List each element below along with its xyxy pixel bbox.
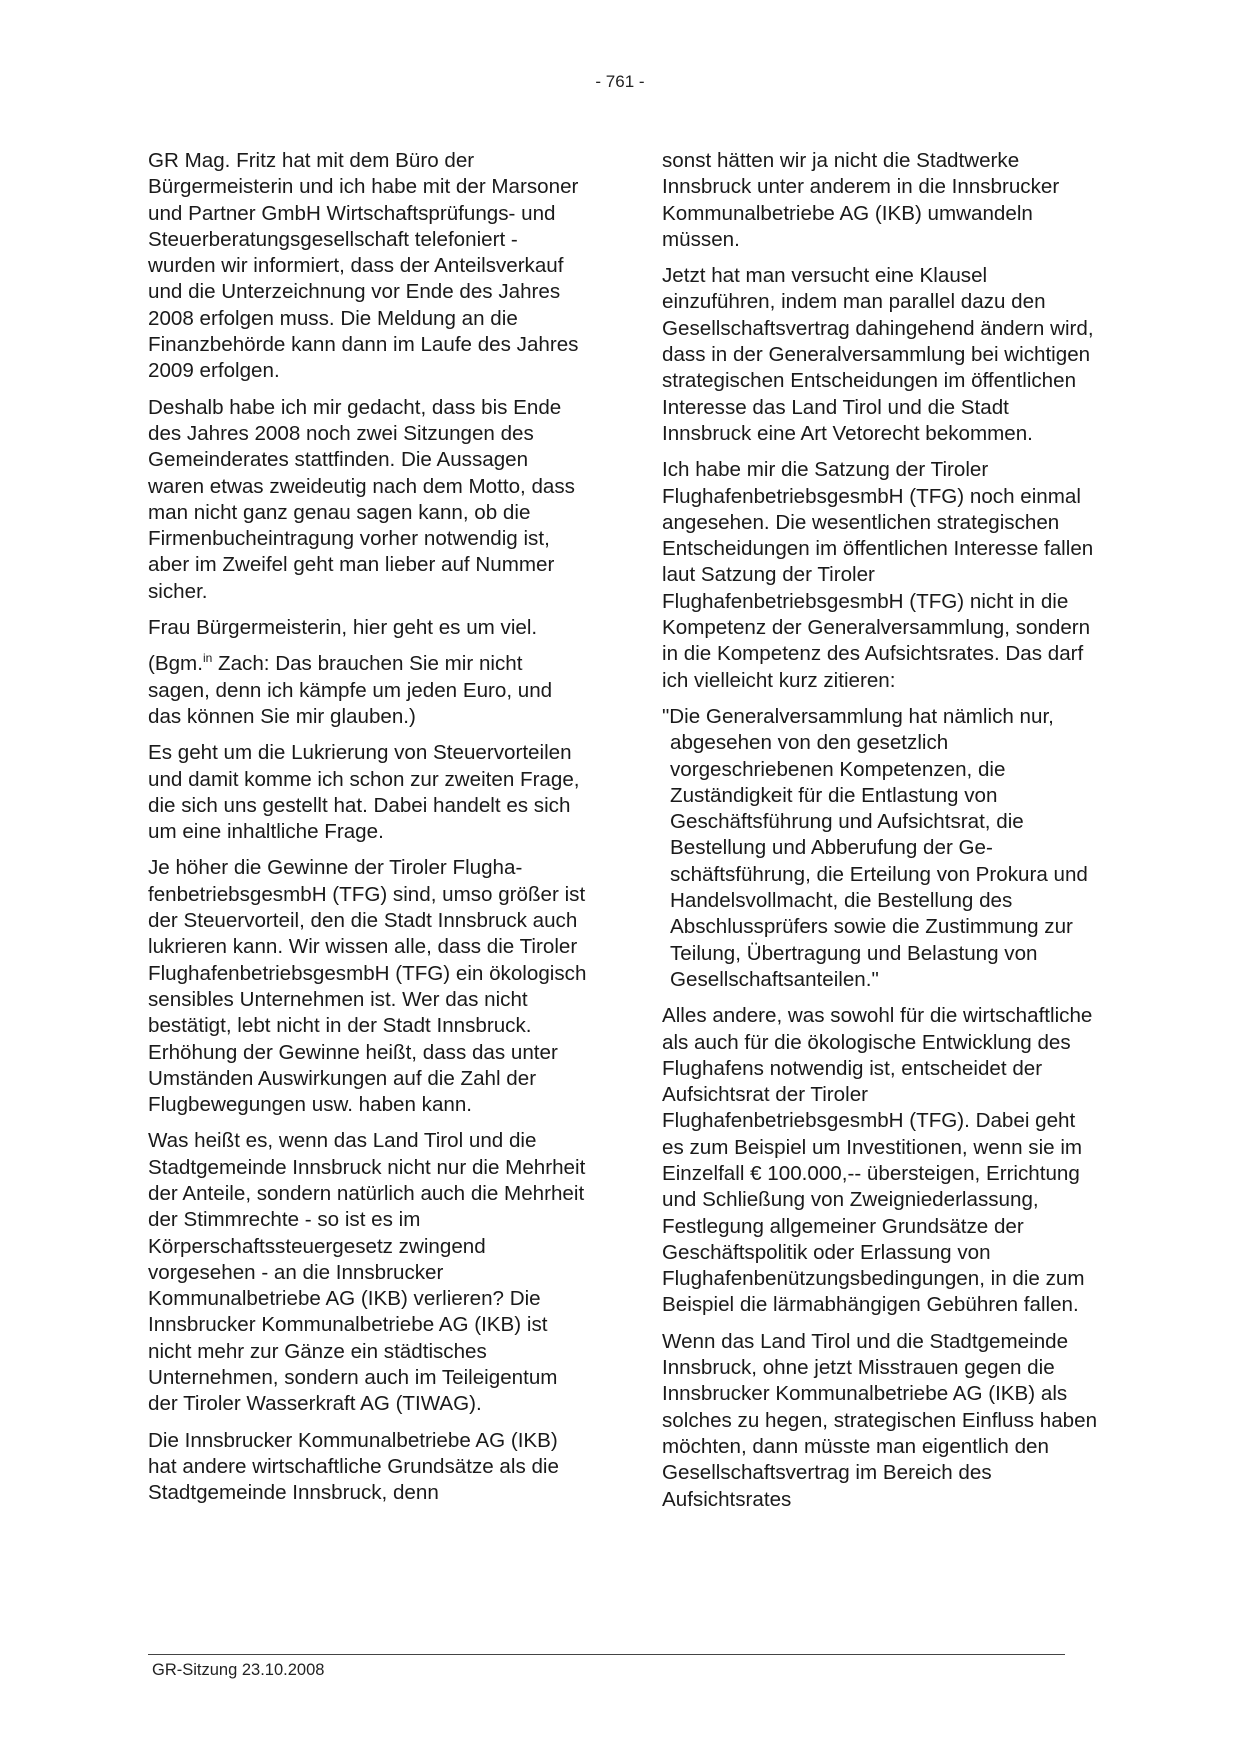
paragraph: Deshalb habe ich mir gedacht, dass bis Ende des Jahres 2008 noch zwei Sitzungen des Gemeinderates stattfinden. Die Aussagen waren etwas zweideutig nach dem Motto, dass man nicht ganz genau sagen kann, ob die Firmenbucheintragung vorher notwendig ist, aber im Zweifel geht man lieber auf Nummer sicher. [148,395,575,603]
page-number: - 761 - [595,72,645,91]
right-column [662,148,1102,1523]
paragraph: Ich habe mir die Satzung der Tiroler FlughafenbetriebsgesmbH (TFG) noch einmal angesehen. Die wesentlichen strategischen Entscheidungen im öffentlichen Interesse fallen laut Satzung der Tiroler FlughafenbetriebsgesmbH (TFG) nicht in die Kompetenz der Generalversammlung, sondern in die Kompetenz des Aufsichtsrates. Das darf ich vielleicht kurz zitieren: [662,458,1094,692]
paragraph: Die Innsbrucker Kommunalbetriebe AG (IKB) hat andere wirtschaftliche Grundsätze als die Stadtgemeinde Innsbruck, denn [148,1428,559,1505]
interjection-paragraph [148,651,588,730]
footer-text: GR-Sitzung 23.10.2008 [152,1661,325,1679]
paragraph: Frau Bürgermeisterin, hier geht es um viel. [148,616,538,640]
paragraph: Jetzt hat man versucht eine Klausel einzuführen, indem man parallel dazu den Gesellschaftsvertrag dahingehend ändern wird, dass in der Generalversammlung bei wichtigen strategischen Entscheidungen im öffentlichen Interesse das Land Tirol und die Stadt Innsbruck eine Art Vetorecht bekommen. [662,264,1094,445]
paragraph: sonst hätten wir ja nicht die Stadtwerke Innsbruck unter anderem in die Innsbrucker Kommunalbetriebe AG (IKB) umwandeln müssen. [662,149,1060,251]
paragraph: Was heißt es, wenn das Land Tirol und die Stadtgemeinde Innsbruck nicht nur die Mehrheit der Anteile, sondern natürlich auch die Mehrheit der Stimmrechte - so ist es im Körperschaftssteuergesetz zwingend vorgesehen - an die Innsbrucker Kommunalbetriebe AG (IKB) verlieren? Die Innsbrucker Kommunalbetriebe AG (IKB) ist nicht mehr zur Gänze ein städtisches Unternehmen, sondern auch im Teileigentum der Tiroler Wasserkraft AG (TIWAG). [148,1129,586,1416]
left-column [148,148,588,1517]
paragraph: Je höher die Gewinne der Tiroler FlughafenbetriebsgesmbH (TFG) sind, umso größer ist der Steuervorteil, den die Stadt Innsbruck auch lukrieren kann. Wir wissen alle, dass die Tiroler FlughafenbetriebsgesmbH (TFG) ein ökologisch sensibles Unternehmen ist. Wer das nicht bestätigt, lebt nicht in der Stadt Innsbruck. Erhöhung der Gewinne heißt, dass das unter Umständen Auswirkungen auf die Zahl der Flugbewegungen usw. haben kann. [148,856,587,1117]
paragraph: Es geht um die Lukrierung von Steuervorteilen und damit komme ich schon zur zweiten Frage, die sich uns gestellt hat. Dabei handelt es sich um eine inhaltliche Frage. [148,741,580,844]
interjection-prefix: (Bgm. [148,652,203,676]
paragraph: Wenn das Land Tirol und die Stadtgemeinde Innsbruck, ohne jetzt Misstrauen gegen die Innsbrucker Kommunalbetriebe AG (IKB) als solches zu hegen, strategischen Einfluss haben möchten, dann müsste man eigentlich den Gesellschaftsvertrag im Bereich des Aufsichtsrates [662,1329,1098,1511]
quotation-paragraph: "Die Generalversammlung hat nämlich nur, abgesehen von den gesetzlich vorgeschriebenen Kompetenzen, die Zuständigkeit für die Entlastung von Geschäftsführung und Aufsichtsrat, die Bestellung und Abberufung der Geschäftsführung, die Erteilung von Prokura und Handelsvollmacht, die Bestellung des Abschlussprüfers sowie die Zustimmung zur Teilung, Übertragung und Belastung von Gesellschaftsanteilen." [662,704,1088,991]
paragraph: GR Mag. Fritz hat mit dem Büro der Bürgermeisterin und ich habe mit der Marsoner und Partner GmbH Wirtschaftsprüfungs- und Steuerberatungsgesellschaft telefoniert - wurden wir informiert, dass der Anteilsverkauf und die Unterzeichnung vor Ende des Jahres 2008 erfolgen muss. Die Meldung an die Finanzbehörde kann dann im Laufe des Jahres 2009 erfolgen. [148,149,579,383]
paragraph: Alles andere, was sowohl für die wirtschaftliche als auch für die ökologische Entwicklung des Flughafens notwendig ist, entscheidet der Aufsichtsrat der Tiroler FlughafenbetriebsgesmbH (TFG). Dabei geht es zum Beispiel um Investitionen, wenn sie im Einzelfall € 100.000,-- übersteigen, Errichtung und Schließung von Zweigniederlassung, Festlegung allgemeiner Grundsätze der Geschäftspolitik oder Erlassung von Flughafenbenützungsbedingungen, in die zum Beispiel die lärmabhängigen Gebühren fallen. [662,1004,1093,1317]
superscript: in [202,651,213,666]
interjection-text: Zach: Das brauchen Sie mir nicht sagen, denn ich kämpfe um jeden Euro, und das können Sie mir glauben.) [148,652,553,728]
footer-divider [148,1654,1065,1655]
